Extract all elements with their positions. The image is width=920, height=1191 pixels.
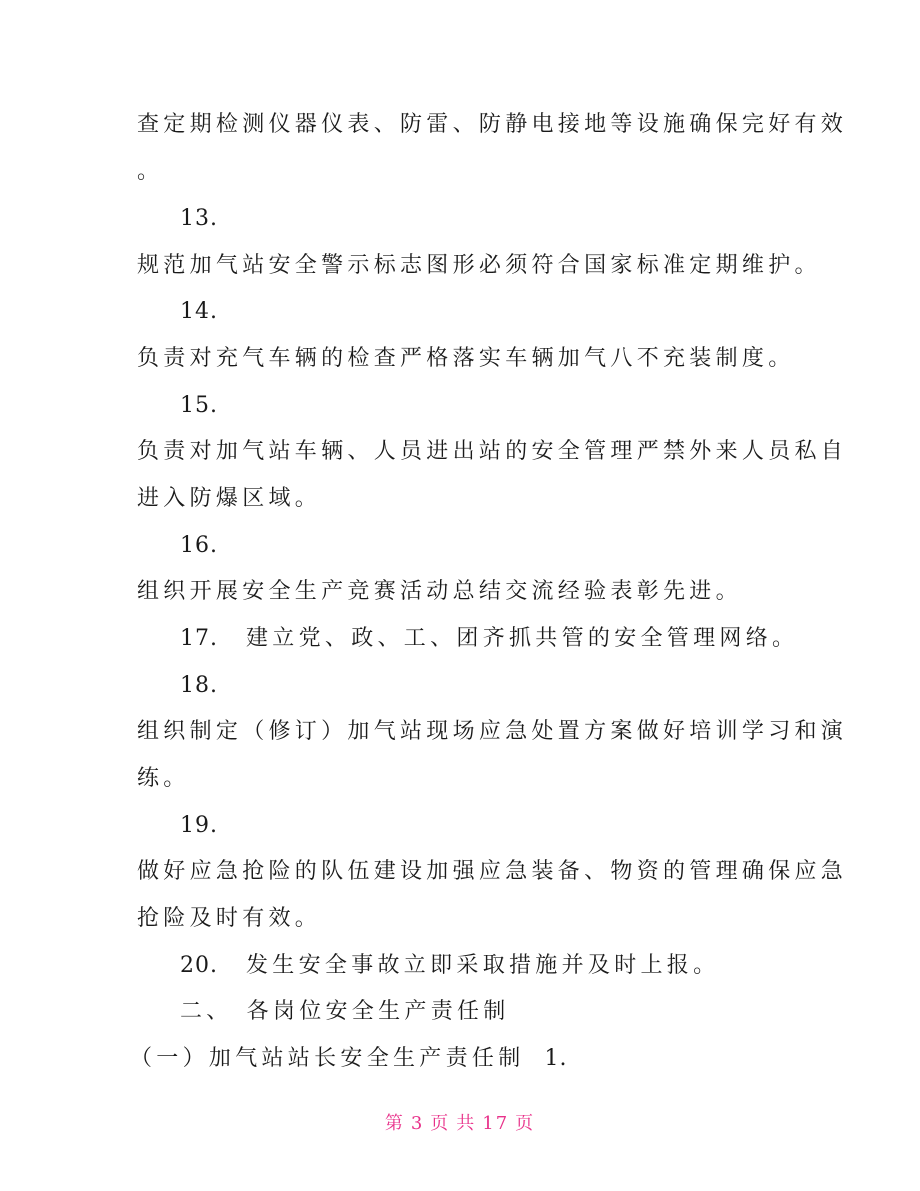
total-page-number: 17 [482, 1113, 510, 1134]
item-text-20: 发生安全事故立即采取措施并及时上报。 [246, 953, 720, 978]
item-number-16: 16. [180, 533, 218, 558]
section-title: 各岗位安全生产责任制 [246, 999, 510, 1024]
item-number-17: 17. [180, 626, 218, 651]
item-text-16: 组织开展安全生产竞赛活动总结交流经验表彰先进。 [137, 579, 742, 604]
item-number-14: 14. [180, 299, 218, 324]
item-text-17: 建立党、政、工、团齐抓共管的安全管理网络。 [246, 626, 799, 651]
subsection-heading [130, 1045, 568, 1073]
section-number: 二、 [180, 999, 233, 1024]
footer-page-word: 页 [430, 1113, 451, 1134]
current-page-number: 3 [410, 1113, 425, 1134]
footer-total-word: 共 [456, 1113, 477, 1134]
item-number-18: 18. [180, 673, 218, 698]
item-number-13: 13. [180, 206, 218, 231]
item-text-15-cont: 进入防爆区域。 [137, 486, 322, 511]
footer-prefix: 第 [384, 1113, 405, 1134]
paragraph-line: 查定期检测仪器仪表、防雷、防静电接地等设施确保完好有效 [137, 112, 848, 137]
item-number-15: 15. [180, 393, 218, 418]
section-heading [180, 998, 510, 1026]
page-footer [0, 1112, 920, 1136]
item-number-19: 19. [180, 813, 218, 838]
item-text-18: 组织制定（修订）加气站现场应急处置方案做好培训学习和演 [137, 719, 848, 744]
footer-suffix: 页 [515, 1113, 536, 1134]
subsection-title: （一）加气站站长安全生产责任制 [130, 1046, 525, 1071]
subsection-item-number: 1. [544, 1046, 568, 1071]
item-number-20: 20. [180, 953, 218, 978]
item-text-13: 规范加气站安全警示标志图形必须符合国家标准定期维护。 [137, 253, 821, 278]
item-20 [180, 952, 719, 980]
item-text-15: 负责对加气站车辆、人员进出站的安全管理严禁外来人员私自 [137, 439, 848, 464]
item-text-19: 做好应急抢险的队伍建设加强应急装备、物资的管理确保应急 [137, 859, 848, 884]
item-text-18-cont: 练。 [137, 766, 190, 791]
item-text-14: 负责对充气车辆的检查严格落实车辆加气八不充装制度。 [137, 346, 795, 371]
item-17 [180, 625, 798, 653]
paragraph-line: 。 [137, 159, 164, 184]
item-text-19-cont: 抢险及时有效。 [137, 906, 322, 931]
